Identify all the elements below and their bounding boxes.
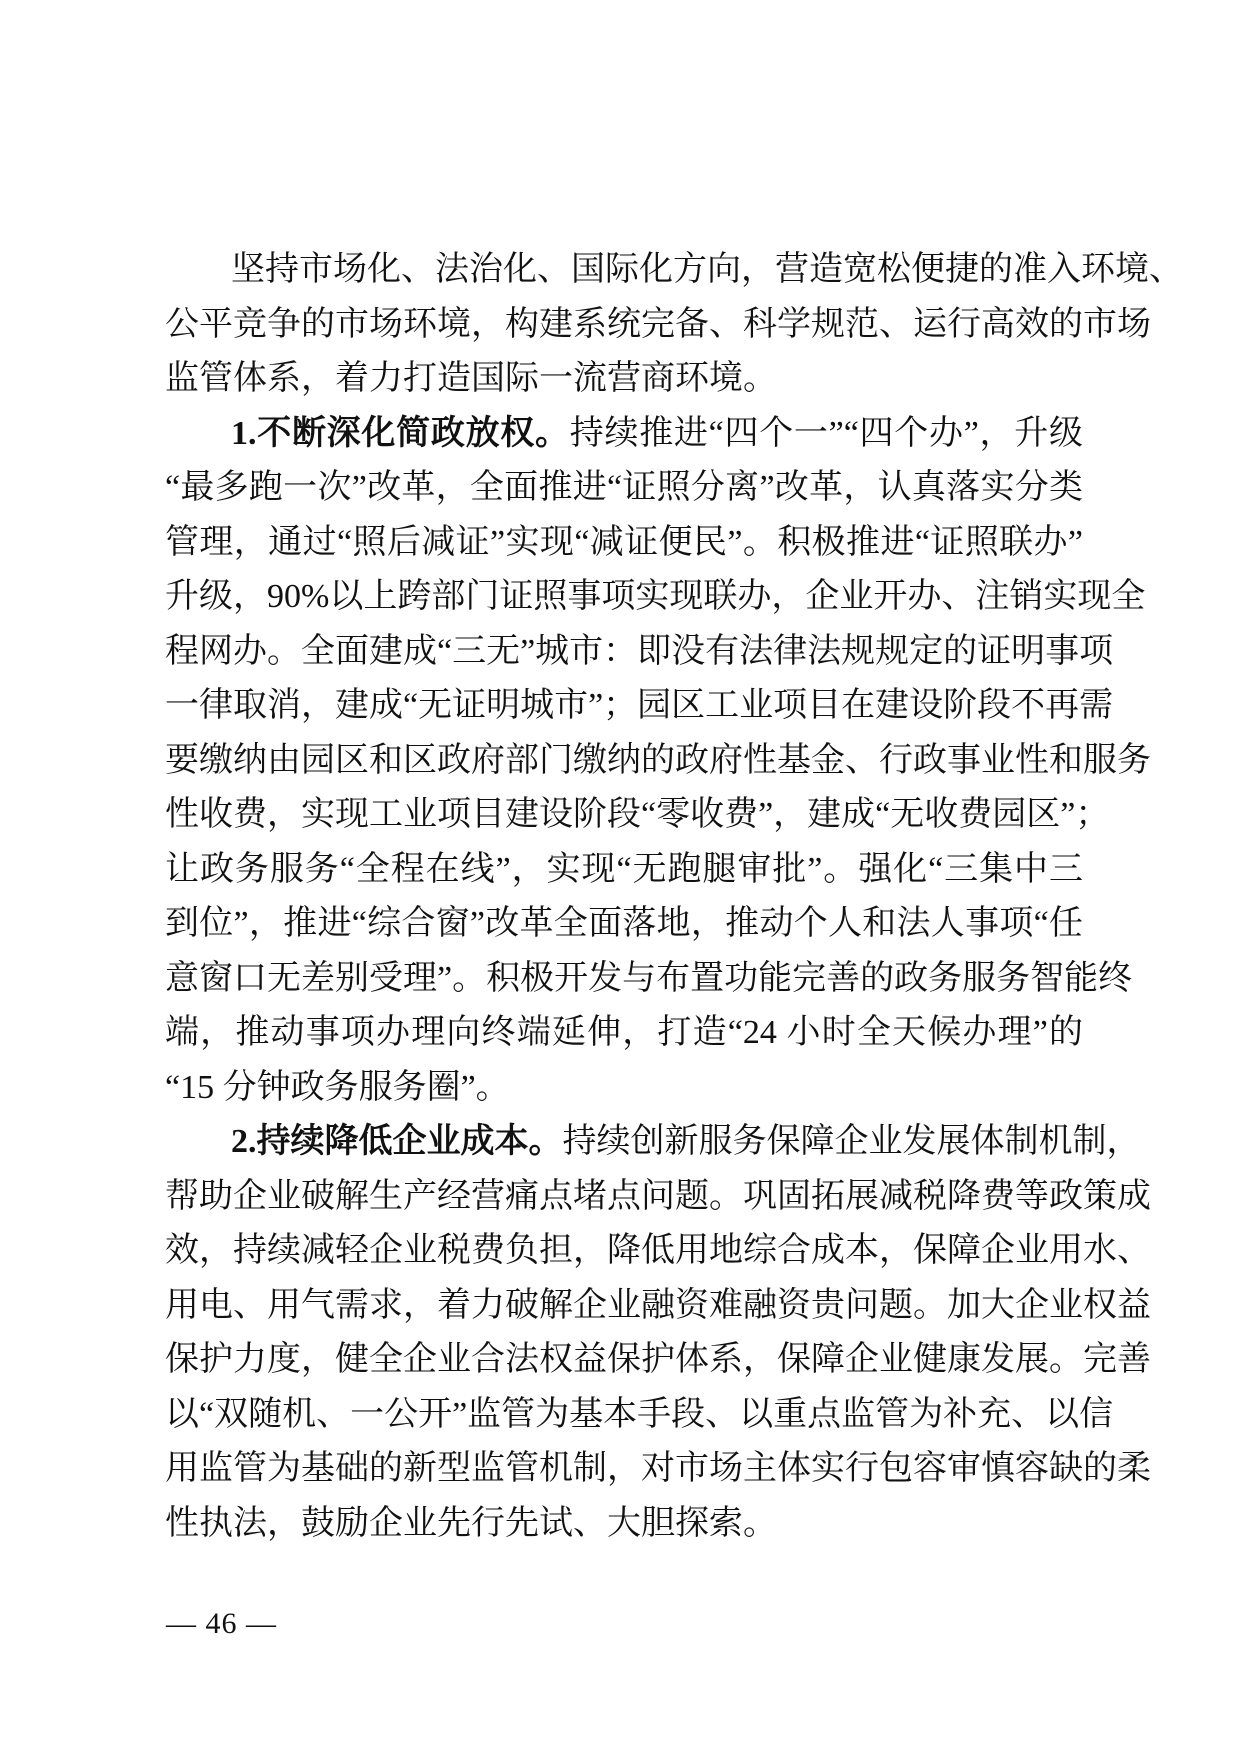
line-text: 性收费，实现工业项目建设阶段“零收费”，建成“无收费园区”； bbox=[165, 796, 1110, 833]
section-heading: 2.持续降低企业成本。 bbox=[231, 1123, 563, 1160]
text-line bbox=[165, 734, 1151, 789]
text-line bbox=[165, 461, 1083, 516]
document-body bbox=[165, 243, 1183, 1551]
paragraph bbox=[165, 243, 1183, 407]
text-line bbox=[165, 570, 1146, 625]
line-text: 用电、用气需求，着力破解企业融资难融资贵问题。加大企业权益 bbox=[165, 1286, 1151, 1324]
line-text: 到位”，推进“综合窗”改革全面落地，推动个人和法人事项“任 bbox=[165, 905, 1083, 942]
page-number: — 46 — bbox=[166, 1607, 277, 1640]
text-line bbox=[165, 1006, 1083, 1061]
text-line bbox=[165, 679, 1114, 734]
text-line bbox=[165, 625, 1114, 680]
text-line bbox=[165, 843, 1083, 898]
line-text: 性执法，鼓励企业先行先试、大胆探索。 bbox=[165, 1504, 777, 1542]
text-line bbox=[165, 1224, 1151, 1279]
text-line bbox=[165, 407, 1083, 462]
text-line bbox=[165, 1279, 1151, 1334]
text-line bbox=[165, 952, 1133, 1007]
line-text: 公平竞争的市场环境，构建系统完备、科学规范、运行高效的市场 bbox=[165, 305, 1151, 343]
paragraph bbox=[165, 407, 1151, 1116]
section-heading: 1.不断深化简政放权。 bbox=[231, 414, 570, 452]
line-text: 持续推进“四个一”“四个办”，升级 bbox=[569, 414, 1083, 452]
text-line bbox=[165, 1115, 1141, 1170]
text-line bbox=[165, 1170, 1151, 1225]
line-text: “最多跑一次”改革，全面推进“证照分离”改革，认真落实分类 bbox=[165, 469, 1083, 506]
line-text: 保护力度，健全企业合法权益保护体系，保障企业健康发展。完善 bbox=[165, 1341, 1151, 1378]
text-line bbox=[165, 1061, 1083, 1116]
line-text: 管理，通过“照后减证”实现“减证便民”。积极推进“证照联办” bbox=[165, 523, 1083, 561]
line-text: 升级，90%以上跨部门证照事项实现联办，企业开办、注销实现全 bbox=[165, 578, 1146, 615]
line-text: 端，推动事项办理向终端延伸，打造“24 小时全天候办理”的 bbox=[165, 1014, 1083, 1051]
text-line bbox=[165, 298, 1151, 353]
text-line bbox=[165, 1333, 1151, 1388]
line-text: 一律取消，建成“无证明城市”；园区工业项目在建设阶段不再需 bbox=[165, 687, 1114, 724]
line-text: 意窗口无差别受理”。积极开发与布置功能完善的政务服务智能终 bbox=[165, 959, 1133, 997]
line-text: 帮助企业破解生产经营痛点堵点问题。巩固拓展减税降费等政策成 bbox=[165, 1177, 1151, 1215]
line-text: 让政务服务“全程在线”，实现“无跑腿审批”。强化“三集中三 bbox=[165, 850, 1083, 888]
text-line bbox=[165, 897, 1083, 952]
line-text: “15 分钟政务服务圈”。 bbox=[165, 1068, 510, 1106]
text-line bbox=[165, 1442, 1151, 1497]
line-text: 持续创新服务保障企业发展体制机制， bbox=[562, 1123, 1141, 1160]
text-line bbox=[165, 516, 1083, 571]
text-line bbox=[165, 788, 1110, 843]
text-line bbox=[165, 243, 1183, 298]
text-line bbox=[165, 352, 1083, 407]
text-line bbox=[165, 1388, 1114, 1443]
paragraph bbox=[165, 1115, 1151, 1551]
line-text: 程网办。全面建成“三无”城市：即没有法律法规规定的证明事项 bbox=[165, 632, 1114, 670]
line-text: 效，持续减轻企业税费负担，降低用地综合成本，保障企业用水、 bbox=[165, 1232, 1151, 1269]
line-text: 用监管为基础的新型监管机制，对市场主体实行包容审慎容缺的柔 bbox=[165, 1450, 1151, 1487]
text-line bbox=[165, 1497, 1083, 1552]
line-text: 坚持市场化、法治化、国际化方向，营造宽松便捷的准入环境、 bbox=[231, 251, 1183, 288]
line-text: 监管体系，着力打造国际一流营商环境。 bbox=[165, 360, 777, 397]
line-text: 以“双随机、一公开”监管为基本手段、以重点监管为补充、以信 bbox=[165, 1395, 1114, 1433]
line-text: 要缴纳由园区和区政府部门缴纳的政府性基金、行政事业性和服务 bbox=[165, 741, 1151, 779]
